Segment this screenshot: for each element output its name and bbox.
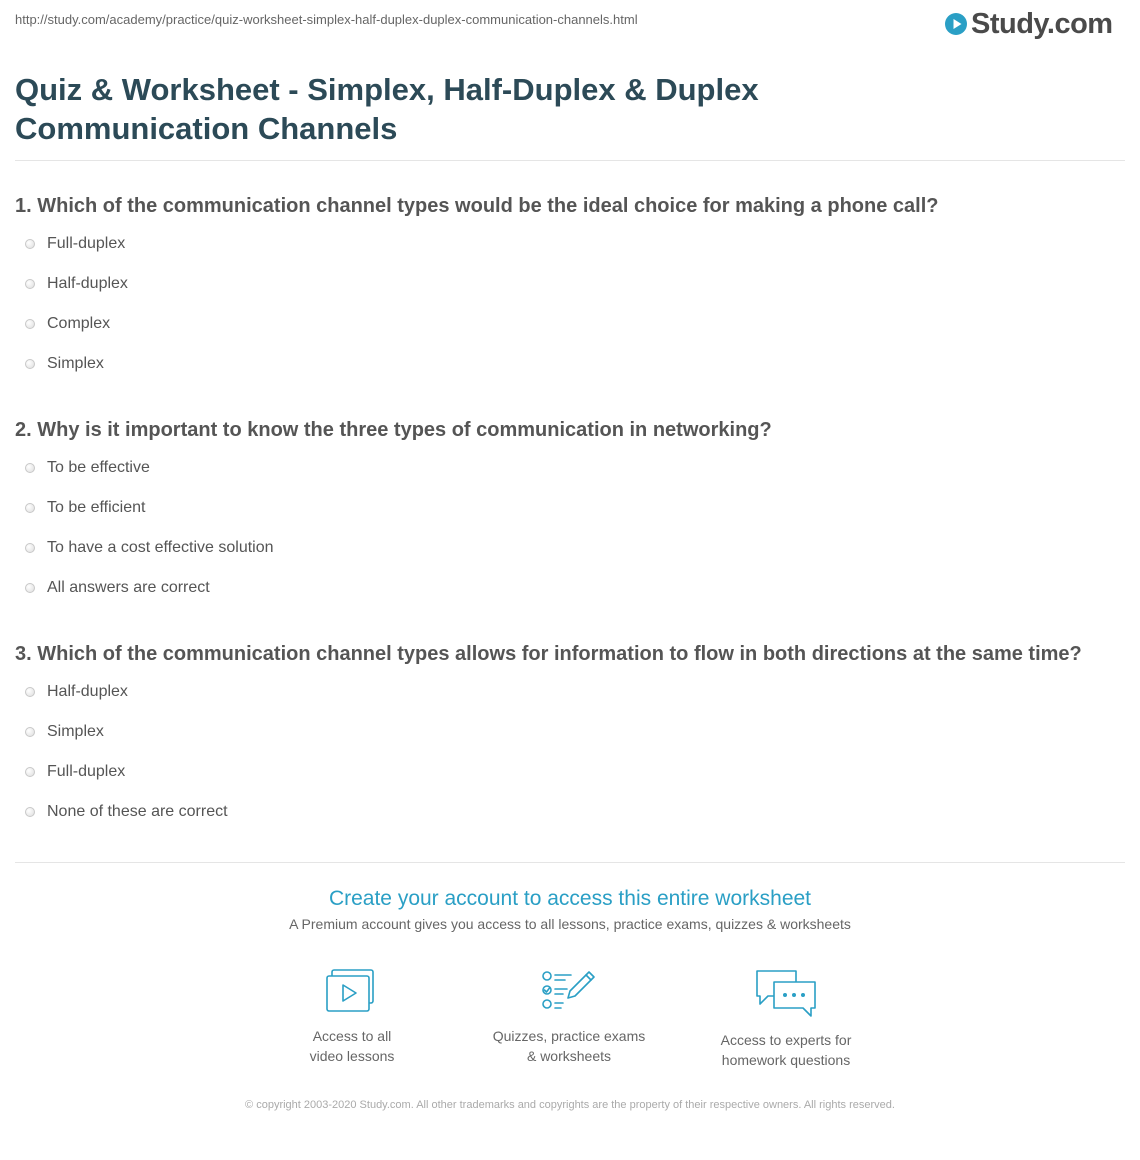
- answer-option[interactable]: [15, 314, 1135, 354]
- answer-option[interactable]: [15, 578, 1135, 618]
- page-title: Quiz & Worksheet - Simplex, Half-Duplex & Duplex Communication Channels: [15, 72, 759, 146]
- radio-button[interactable]: [25, 239, 35, 249]
- answer-option[interactable]: [15, 538, 1135, 578]
- content-divider: [15, 862, 1125, 863]
- feature-label-line: video lessons: [309, 1048, 395, 1064]
- radio-button[interactable]: [25, 543, 35, 553]
- answer-option[interactable]: [15, 354, 1135, 394]
- radio-button[interactable]: [25, 687, 35, 697]
- logo-text: Study.com: [971, 7, 1113, 40]
- radio-button[interactable]: [25, 767, 35, 777]
- radio-button[interactable]: [25, 279, 35, 289]
- answer-option[interactable]: [15, 458, 1135, 498]
- expert-chat-icon: [754, 968, 818, 1018]
- premium-description: A Premium account gives you access to all lessons, practice exams, quizzes & worksheets: [289, 916, 851, 932]
- question-text: 1. Which of the communication channel types would be the ideal choice for making a phone call?: [15, 195, 939, 217]
- question-1: [15, 193, 1135, 394]
- answer-label: Simplex: [47, 355, 104, 372]
- video-lessons-icon: [325, 968, 379, 1014]
- feature-quizzes: [469, 968, 669, 1066]
- radio-button[interactable]: [25, 359, 35, 369]
- question-3: [15, 641, 1135, 842]
- answer-options: [15, 234, 1135, 394]
- feature-label-line: Access to all: [312, 1028, 392, 1044]
- answer-label: Half-duplex: [47, 275, 128, 292]
- feature-label-line: & worksheets: [526, 1048, 612, 1064]
- quiz-checklist-icon: [541, 968, 597, 1014]
- create-account-link[interactable]: Create your account to access this entire worksheet: [328, 887, 812, 910]
- question-text: 3. Which of the communication channel types allows for information to flow in both directions at the same time?: [15, 643, 1082, 665]
- answer-options: [15, 682, 1135, 842]
- feature-label-line: Quizzes, practice exams: [492, 1028, 646, 1044]
- answer-option[interactable]: [15, 274, 1135, 314]
- answer-options: [15, 458, 1135, 618]
- feature-label-line: Access to experts for: [720, 1032, 852, 1048]
- study-play-logo-icon: [944, 12, 968, 36]
- feature-label-line: homework questions: [721, 1052, 851, 1068]
- answer-label: To have a cost effective solution: [47, 539, 274, 556]
- answer-label: Full-duplex: [47, 235, 126, 252]
- feature-video-lessons: [252, 968, 452, 1066]
- answer-option[interactable]: [15, 762, 1135, 802]
- radio-button[interactable]: [25, 503, 35, 513]
- header-divider: [15, 160, 1125, 161]
- radio-button[interactable]: [25, 583, 35, 593]
- radio-button[interactable]: [25, 807, 35, 817]
- answer-label: Full-duplex: [47, 763, 126, 780]
- answer-label: Simplex: [47, 723, 104, 740]
- answer-label: To be effective: [47, 459, 150, 476]
- answer-label: None of these are correct: [47, 803, 228, 820]
- radio-button[interactable]: [25, 319, 35, 329]
- feature-experts: [686, 968, 886, 1070]
- page-url: http://study.com/academy/practice/quiz-worksheet-simplex-half-duplex-duplex-communication-channels.html: [15, 12, 638, 27]
- answer-option[interactable]: [15, 498, 1135, 538]
- study-logo[interactable]: [944, 6, 1113, 42]
- radio-button[interactable]: [25, 727, 35, 737]
- answer-option[interactable]: [15, 722, 1135, 762]
- question-text: 2. Why is it important to know the three types of communication in networking?: [15, 419, 772, 441]
- copyright-notice: © copyright 2003-2020 Study.com. All other trademarks and copyrights are the property of their respective owners. All rights reserved.: [245, 1099, 895, 1111]
- answer-option[interactable]: [15, 802, 1135, 842]
- answer-option[interactable]: [15, 234, 1135, 274]
- answer-label: All answers are correct: [47, 579, 210, 596]
- radio-button[interactable]: [25, 463, 35, 473]
- signup-callout: [0, 886, 1140, 933]
- answer-label: Half-duplex: [47, 683, 128, 700]
- answer-label: Complex: [47, 315, 111, 332]
- question-2: [15, 417, 1135, 618]
- answer-option[interactable]: [15, 682, 1135, 722]
- answer-label: To be efficient: [47, 499, 146, 516]
